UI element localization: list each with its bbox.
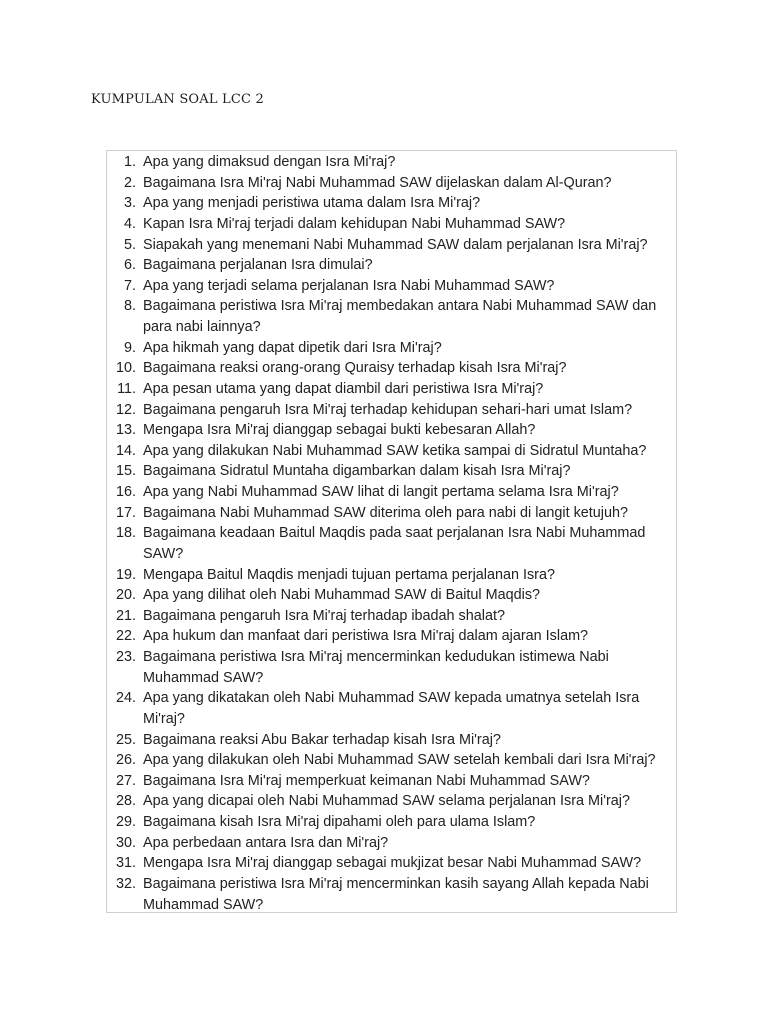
question-number: 27. xyxy=(115,772,136,789)
question-text: Apa perbedaan antara Isra dan Mi'raj? xyxy=(143,834,389,851)
question-item xyxy=(107,812,676,833)
question-item xyxy=(107,235,676,256)
question-item xyxy=(107,771,676,792)
question-number: 15. xyxy=(115,463,136,480)
question-number: 9. xyxy=(123,339,136,356)
question-text: Kapan Isra Mi'raj terjadi dalam kehidupan Nabi Muhammad SAW? xyxy=(143,215,566,232)
question-text: Bagaimana Isra Mi'raj memperkuat keimanan Nabi Muhammad SAW? xyxy=(143,772,590,789)
question-item xyxy=(107,482,676,503)
question-text: Bagaimana keadaan Baitul Maqdis pada saat perjalanan Isra Nabi Muhammad SAW? xyxy=(143,525,646,562)
question-number: 24. xyxy=(115,690,136,707)
question-number: 14. xyxy=(115,442,136,459)
question-number: 12. xyxy=(115,401,136,418)
question-text: Bagaimana pengaruh Isra Mi'raj terhadap kehidupan sehari-hari umat Islam? xyxy=(143,401,633,418)
question-item xyxy=(107,420,676,441)
question-number: 6. xyxy=(123,257,136,274)
question-item xyxy=(107,441,676,462)
question-item xyxy=(107,874,676,915)
question-text: Bagaimana perjalanan Isra dimulai? xyxy=(143,257,373,274)
question-text: Bagaimana reaksi orang-orang Quraisy terhadap kisah Isra Mi'raj? xyxy=(143,360,567,377)
question-number: 31. xyxy=(115,855,136,872)
question-number: 21. xyxy=(115,607,136,624)
question-number: 29. xyxy=(115,814,136,830)
question-text: Mengapa Isra Mi'raj dianggap sebagai bukti kebesaran Allah? xyxy=(143,422,536,439)
question-item xyxy=(107,833,676,854)
question-item xyxy=(107,503,676,524)
question-number: 7. xyxy=(123,277,136,294)
question-text: Bagaimana pengaruh Isra Mi'raj terhadap ibadah shalat? xyxy=(143,607,505,624)
question-number: 26. xyxy=(115,752,136,769)
question-number: 32. xyxy=(115,875,136,892)
question-number: 20. xyxy=(115,587,136,604)
question-item xyxy=(107,296,676,337)
question-item xyxy=(107,688,676,729)
question-item xyxy=(107,626,676,647)
question-number: 16. xyxy=(115,484,136,500)
question-number: 25. xyxy=(115,731,136,748)
question-number: 19. xyxy=(115,566,136,583)
question-text: Apa hikmah yang dapat dipetik dari Isra Mi'raj? xyxy=(143,339,442,356)
question-text: Bagaimana kisah Isra Mi'raj dipahami oleh para ulama Islam? xyxy=(143,814,536,830)
question-number: 2. xyxy=(123,174,136,191)
question-item xyxy=(107,730,676,751)
question-number: 30. xyxy=(115,834,136,851)
question-item xyxy=(107,276,676,297)
question-number: 13. xyxy=(115,422,136,439)
question-number: 23. xyxy=(115,649,136,665)
question-text: Bagaimana reaksi Abu Bakar terhadap kisah Isra Mi'raj? xyxy=(143,731,501,748)
question-item xyxy=(107,461,676,482)
question-item xyxy=(107,338,676,359)
question-text: Bagaimana peristiwa Isra Mi'raj mencerminkan kasih sayang Allah kepada Nabi Muhammad SAW? xyxy=(143,875,649,913)
question-number: 17. xyxy=(115,504,136,521)
question-number: 8. xyxy=(123,298,136,315)
question-list xyxy=(107,151,676,915)
document-title: KUMPULAN SOAL LCC 2 xyxy=(91,92,264,107)
question-item xyxy=(107,791,676,812)
question-item xyxy=(107,379,676,400)
question-item xyxy=(107,193,676,214)
question-text: Mengapa Baitul Maqdis menjadi tujuan pertama perjalanan Isra? xyxy=(143,566,555,583)
question-text: Apa yang dilakukan oleh Nabi Muhammad SAW setelah kembali dari Isra Mi'raj? xyxy=(143,752,656,769)
question-item xyxy=(107,358,676,379)
question-text: Bagaimana Sidratul Muntaha digambarkan dalam kisah Isra Mi'raj? xyxy=(143,463,571,480)
question-box xyxy=(106,150,677,913)
question-item xyxy=(107,585,676,606)
question-text: Apa yang dicapai oleh Nabi Muhammad SAW selama perjalanan Isra Mi'raj? xyxy=(143,793,630,810)
question-text: Apa yang dilihat oleh Nabi Muhammad SAW di Baitul Maqdis? xyxy=(143,587,541,604)
question-text: Siapakah yang menemani Nabi Muhammad SAW dalam perjalanan Isra Mi'raj? xyxy=(143,236,648,253)
question-item xyxy=(107,750,676,771)
question-item xyxy=(107,606,676,627)
question-item xyxy=(107,400,676,421)
question-text: Bagaimana peristiwa Isra Mi'raj mencerminkan kedudukan istimewa Nabi Muhammad SAW? xyxy=(143,649,609,686)
question-text: Bagaimana peristiwa Isra Mi'raj membedakan antara Nabi Muhammad SAW dan para nabi lainnya? xyxy=(143,298,657,335)
question-number: 28. xyxy=(115,793,136,810)
question-text: Apa yang dikatakan oleh Nabi Muhammad SAW kepada umatnya setelah Isra Mi'raj? xyxy=(143,690,640,727)
question-number: 5. xyxy=(123,236,136,253)
question-number: 4. xyxy=(123,215,136,232)
question-text: Apa yang menjadi peristiwa utama dalam Isra Mi'raj? xyxy=(143,195,481,212)
question-text: Apa pesan utama yang dapat diambil dari peristiwa Isra Mi'raj? xyxy=(143,380,544,397)
question-item xyxy=(107,565,676,586)
question-number: 1. xyxy=(123,154,136,170)
question-text: Apa yang terjadi selama perjalanan Isra Nabi Muhammad SAW? xyxy=(143,277,555,294)
question-number: 10. xyxy=(115,360,136,377)
question-text: Apa yang Nabi Muhammad SAW lihat di langit pertama selama Isra Mi'raj? xyxy=(143,484,619,500)
question-item xyxy=(107,152,676,173)
question-text: Apa hukum dan manfaat dari peristiwa Isra Mi'raj dalam ajaran Islam? xyxy=(143,628,589,645)
question-number: 11. xyxy=(117,380,136,397)
question-text: Mengapa Isra Mi'raj dianggap sebagai mukjizat besar Nabi Muhammad SAW? xyxy=(143,855,642,872)
question-item xyxy=(107,255,676,276)
question-item xyxy=(107,214,676,235)
question-number: 3. xyxy=(123,195,136,212)
question-item xyxy=(107,523,676,564)
question-item xyxy=(107,173,676,194)
question-text: Bagaimana Isra Mi'raj Nabi Muhammad SAW dijelaskan dalam Al-Quran? xyxy=(143,174,612,191)
question-item xyxy=(107,853,676,874)
question-item xyxy=(107,647,676,688)
question-text: Apa yang dimaksud dengan Isra Mi'raj? xyxy=(143,154,396,170)
question-text: Apa yang dilakukan Nabi Muhammad SAW ketika sampai di Sidratul Muntaha? xyxy=(143,442,647,459)
question-number: 18. xyxy=(115,525,136,542)
question-number: 22. xyxy=(115,628,136,645)
question-text: Bagaimana Nabi Muhammad SAW diterima oleh para nabi di langit ketujuh? xyxy=(143,504,629,521)
